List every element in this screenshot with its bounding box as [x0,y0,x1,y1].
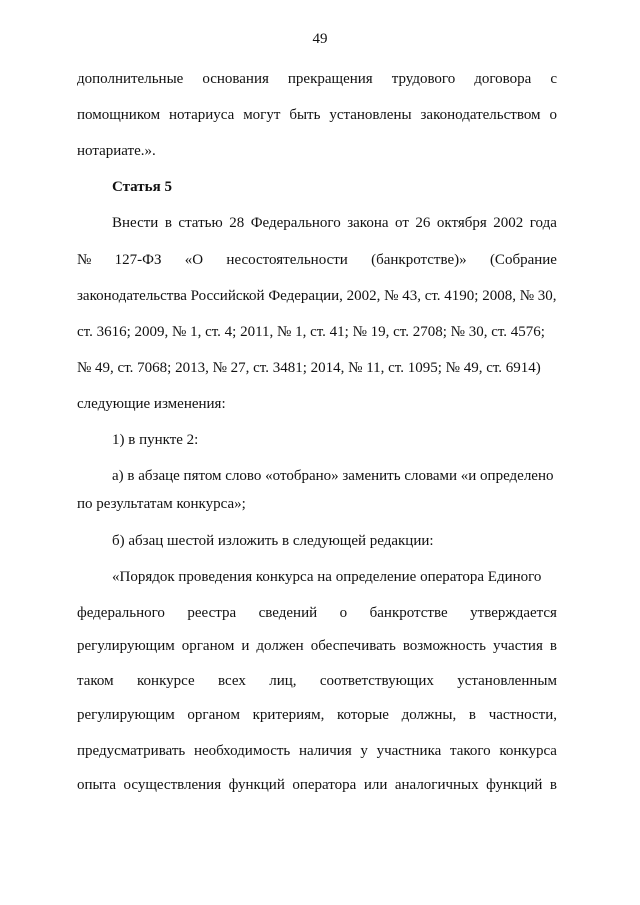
word: о [549,107,557,123]
word: года [529,215,557,231]
text-line [77,603,557,623]
word: такого [449,743,491,759]
word: (банкротстве)» [371,252,467,268]
word: 2002 [493,215,524,231]
word: 28 [229,215,245,231]
word: необходимость [193,743,291,759]
text-line [77,69,557,89]
word: статью [178,215,223,231]
word: конкурса [499,743,557,759]
word: частности, [488,707,557,723]
text-line: «Порядок проведения конкурса на определение оператора Единого [112,569,542,585]
word: в [549,638,557,654]
word: октября [436,215,487,231]
word: обеспечивать [310,638,396,654]
word: помощником [77,107,161,123]
word: функций [486,777,543,793]
word: федерального [77,605,165,621]
text-line: по результатам конкурса»; [77,496,246,512]
article-heading: Статья 5 [112,179,172,195]
word: возможность [402,638,486,654]
word: участника [376,743,442,759]
word: осуществления [123,777,222,793]
word: 127-ФЗ [114,252,162,268]
word: аналогичных [394,777,479,793]
word: в [549,777,557,793]
word: в [468,707,477,723]
text-line: № 49, ст. 7068; 2013, № 27, ст. 3481; 2014, № 11, ст. 1095; № 49, ст. 6914) [77,360,541,376]
text-line: нотариате.». [77,143,156,159]
text-line [77,250,557,270]
word: о [339,605,348,621]
text-line [77,705,557,725]
word: с [550,71,557,87]
word: могут [243,107,281,123]
word: органом [181,638,235,654]
word: банкротстве [369,605,448,621]
word: участия [493,638,543,654]
text-line [77,671,557,691]
text-line [77,105,557,125]
word: регулирующим [77,707,175,723]
word: должен [256,638,304,654]
word: установленным [457,673,557,689]
word: предусматривать [77,743,186,759]
word: должны, [401,707,457,723]
text-line [112,213,557,233]
word: или [363,777,388,793]
word: (Собрание [489,252,557,268]
page-number: 49 [312,31,328,47]
word: реестра [187,605,237,621]
word: несостоятельности [226,252,348,268]
word: критериям, [252,707,325,723]
text-line: а) в абзаце пятом слово «отобрано» заменить словами «и определено [112,468,554,484]
word: сведений [258,605,318,621]
text-line [77,775,557,795]
word: таком [77,673,114,689]
text-line: ст. 3616; 2009, № 1, ст. 4; 2011, № 1, ст. 41; № 19, ст. 2708; № 30, ст. 4576; [77,324,545,340]
word: органом [187,707,240,723]
word: быть [289,107,321,123]
word: конкурсе [137,673,195,689]
text-line [77,741,557,761]
word: прекращения [287,71,373,87]
word: договора [474,71,532,87]
word: у [360,743,368,759]
text-line: 1) в пункте 2: [112,432,199,448]
word: Федерального [250,215,341,231]
word: утверждается [470,605,557,621]
word: оператора [292,777,357,793]
word: лиц, [269,673,297,689]
word: всех [218,673,246,689]
text-line [77,636,557,656]
word: дополнительные [77,71,184,87]
word: Внести [112,215,159,231]
text-line: законодательства Российской Федерации, 2002, № 43, ст. 4190; 2008, № 30, [77,288,557,304]
word: основания [202,71,269,87]
word: трудового [391,71,456,87]
word: 26 [415,215,431,231]
word: которые [337,707,389,723]
text-line: б) абзац шестой изложить в следующей редакции: [112,533,434,549]
word: от [395,215,409,231]
word: опыта [77,777,117,793]
word: и [241,638,250,654]
word: закона [347,215,389,231]
word: «О [184,252,204,268]
word: установлены [329,107,412,123]
word: в [164,215,172,231]
word: соответствующих [319,673,434,689]
word: нотариуса [169,107,235,123]
word: функций [228,777,285,793]
word: регулирующим [77,638,175,654]
word: наличия [298,743,352,759]
word: законодательством [420,107,541,123]
word: № [77,252,92,268]
text-line: следующие изменения: [77,396,226,412]
